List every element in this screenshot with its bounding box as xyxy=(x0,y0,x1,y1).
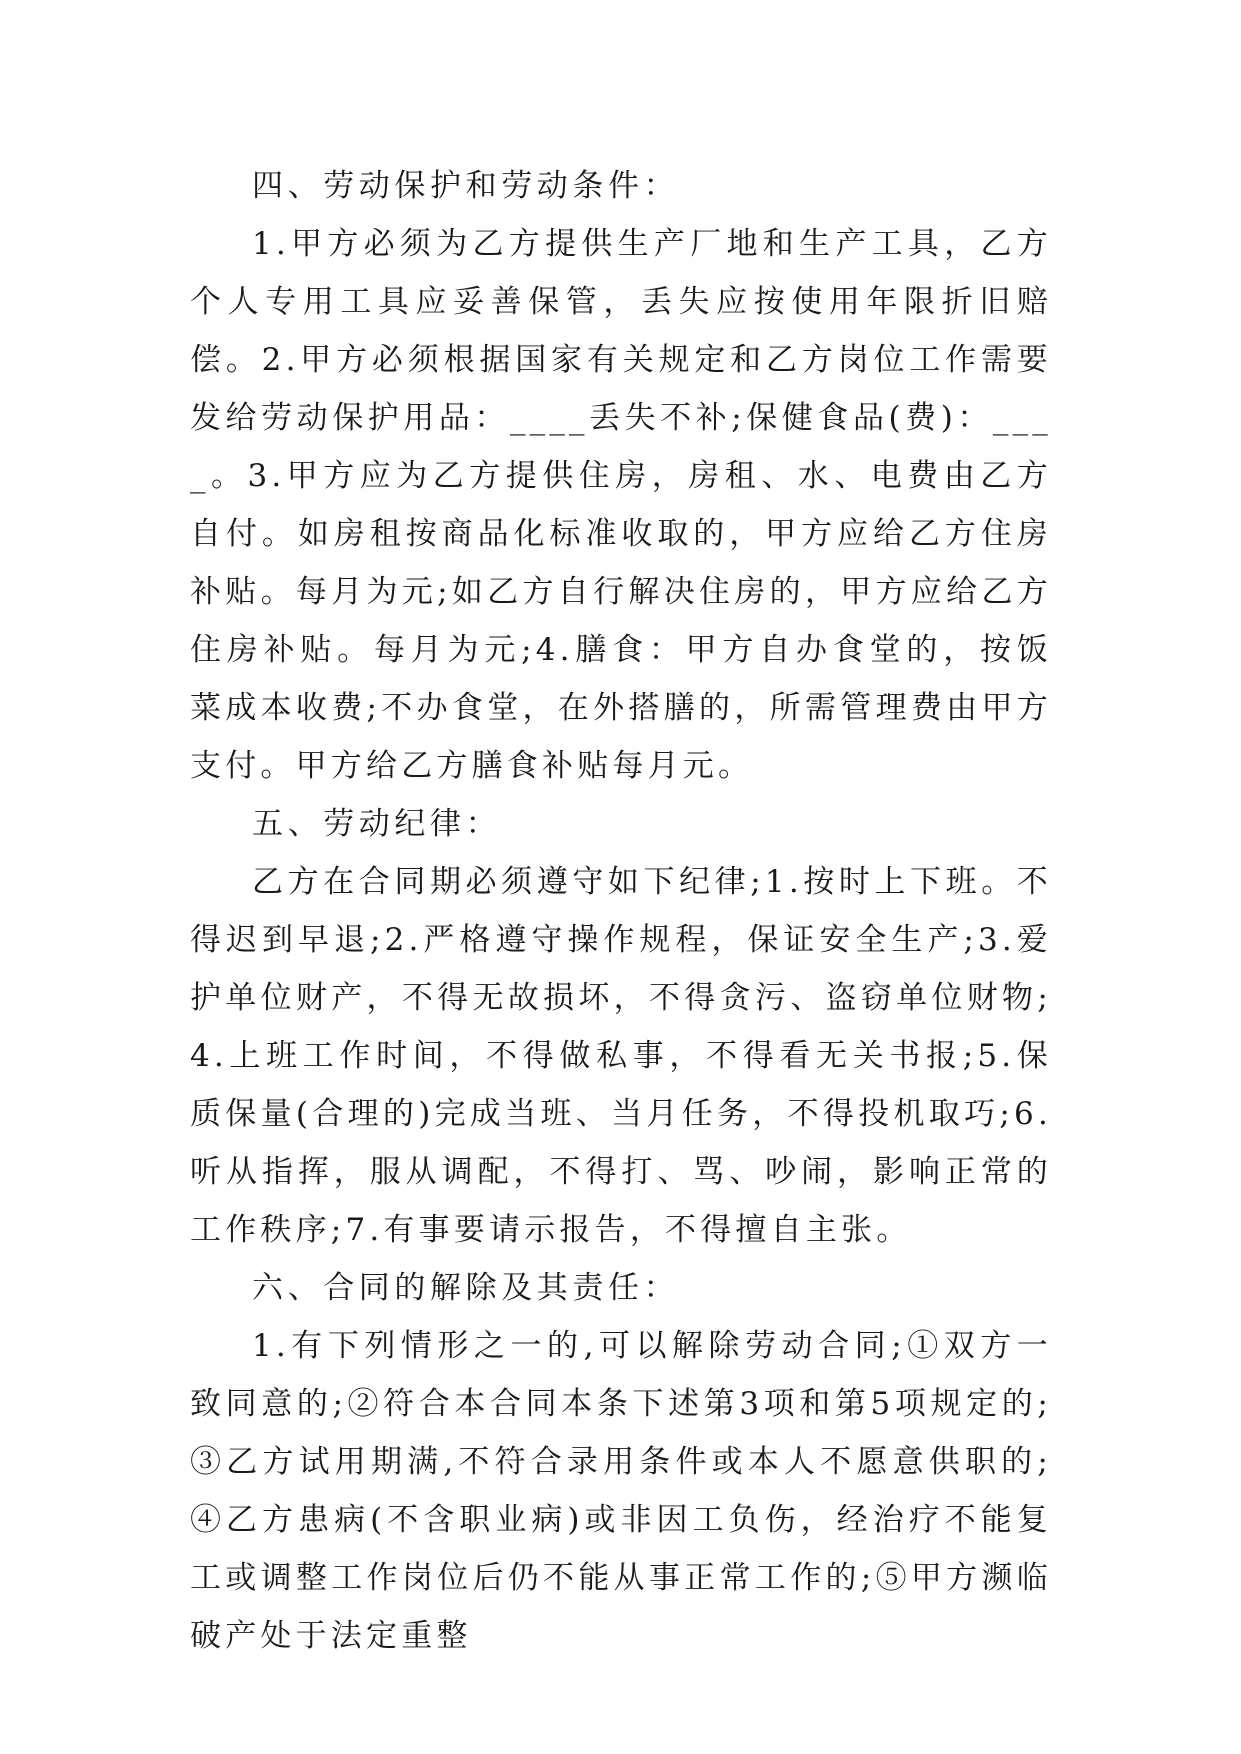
document-body xyxy=(190,157,1052,1665)
section-6-body: 1.有下列情形之一的,可以解除劳动合同;①双方一致同意的;②符合本合同本条下述第3项和第5项规定的;③乙方试用期满,不符合录用条件或本人不愿意供职的;④乙方患病(不含职业病)或非因工负伤，经治疗不能复工或调整工作岗位后仍不能从事正常工作的;⑤甲方濒临破产处于法定重整 xyxy=(190,1328,1052,1654)
section-5-heading: 五、劳动纪律： xyxy=(252,806,502,842)
section-4-heading: 四、劳动保护和劳动条件： xyxy=(252,168,680,204)
section-6-heading: 六、合同的解除及其责任： xyxy=(252,1270,680,1306)
section-4-body: 1.甲方必须为乙方提供生产厂地和生产工具，乙方个人专用工具应妥善保管，丢失应按使用年限折旧赔偿。2.甲方必须根据国家有关规定和乙方岗位工作需要发给劳动保护用品：____丢失不补;保健食品(费)：____。3.甲方应为乙方提供住房，房租、水、电费由乙方自付。如房租按商品化标准收取的，甲方应给乙方住房补贴。每月为元;如乙方自行解决住房的，甲方应给乙方住房补贴。每月为元;4.膳食：甲方自办食堂的，按饭菜成本收费;不办食堂，在外搭膳的，所需管理费由甲方支付。甲方给乙方膳食补贴每月元。 xyxy=(190,226,1052,784)
section-5-body: 乙方在合同期必须遵守如下纪律;1.按时上下班。不得迟到早退;2.严格遵守操作规程，保证安全生产;3.爱护单位财产，不得无故损坏，不得贪污、盗窃单位财物;4.上班工作时间，不得做私事，不得看无关书报;5.保质保量(合理的)完成当班、当月任务，不得投机取巧;6.听从指挥，服从调配，不得打、骂、吵闹，影响正常的工作秩序;7.有事要请示报告，不得擅自主张。 xyxy=(190,864,1052,1248)
